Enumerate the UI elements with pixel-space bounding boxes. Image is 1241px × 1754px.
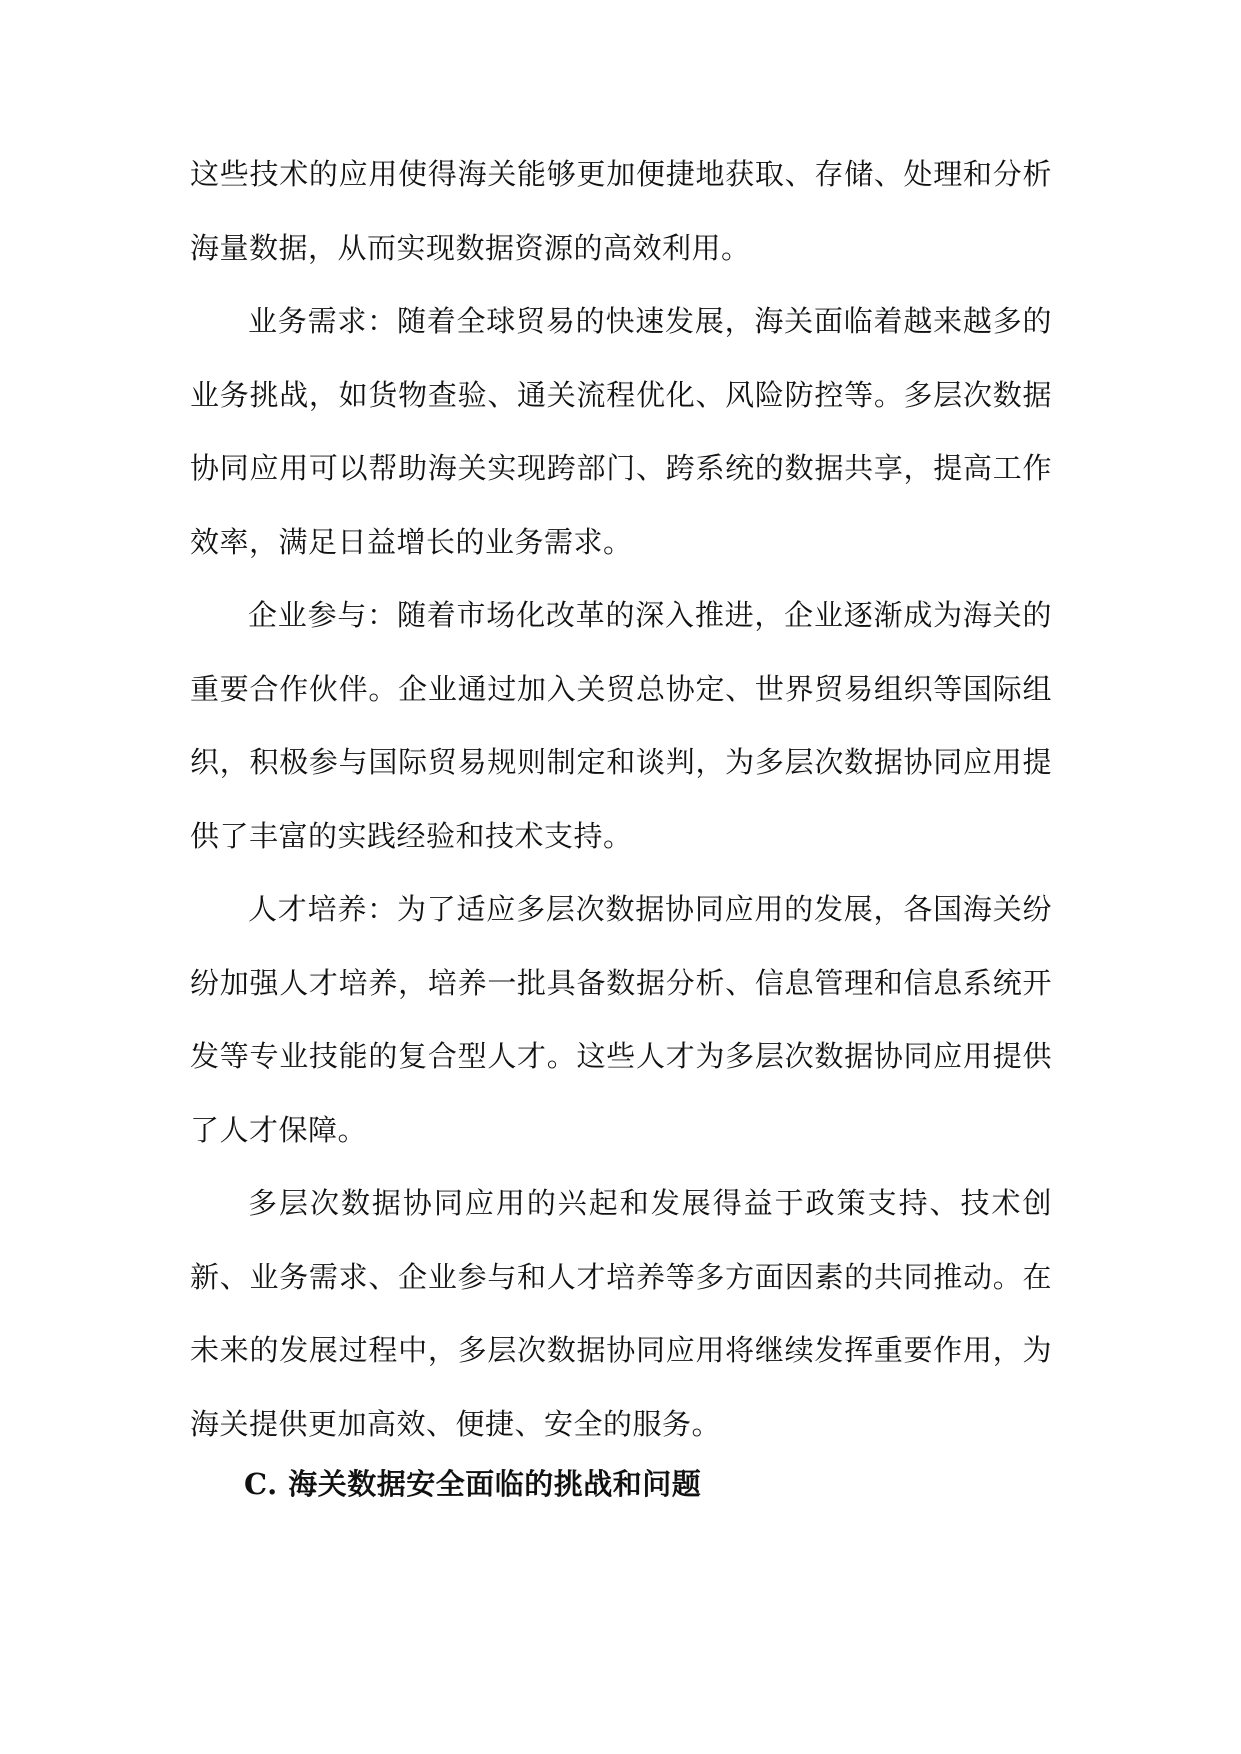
paragraph-continuation: 这些技术的应用使得海关能够更加便捷地获取、存储、处理和分析海量数据，从而实现数据资源的高效利用。 (190, 157, 1052, 265)
paragraph-talent-training: 人才培养：为了适应多层次数据协同应用的发展，各国海关纷纷加强人才培养，培养一批具备数据分析、信息管理和信息系统开发等专业技能的复合型人才。这些人才为多层次数据协同应用提供了人才保障。 (190, 892, 1052, 1147)
body-text (190, 138, 1052, 1461)
paragraph-enterprise-participation: 企业参与：随着市场化改革的深入推进，企业逐渐成为海关的重要合作伙伴。企业通过加入关贸总协定、世界贸易组织等国际组织，积极参与国际贸易规则制定和谈判，为多层次数据协同应用提供了丰富的实践经验和技术支持。 (190, 598, 1052, 853)
section-heading: C. 海关数据安全面临的挑战和问题 (244, 1467, 702, 1501)
paragraph-summary: 多层次数据协同应用的兴起和发展得益于政策支持、技术创新、业务需求、企业参与和人才培养等多方面因素的共同推动。在未来的发展过程中，多层次数据协同应用将继续发挥重要作用，为海关提供更加高效、便捷、安全的服务。 (190, 1186, 1052, 1441)
paragraph-business-needs: 业务需求：随着全球贸易的快速发展，海关面临着越来越多的业务挑战，如货物查验、通关流程优化、风险防控等。多层次数据协同应用可以帮助海关实现跨部门、跨系统的数据共享，提高工作效率，满足日益增长的业务需求。 (190, 304, 1052, 559)
